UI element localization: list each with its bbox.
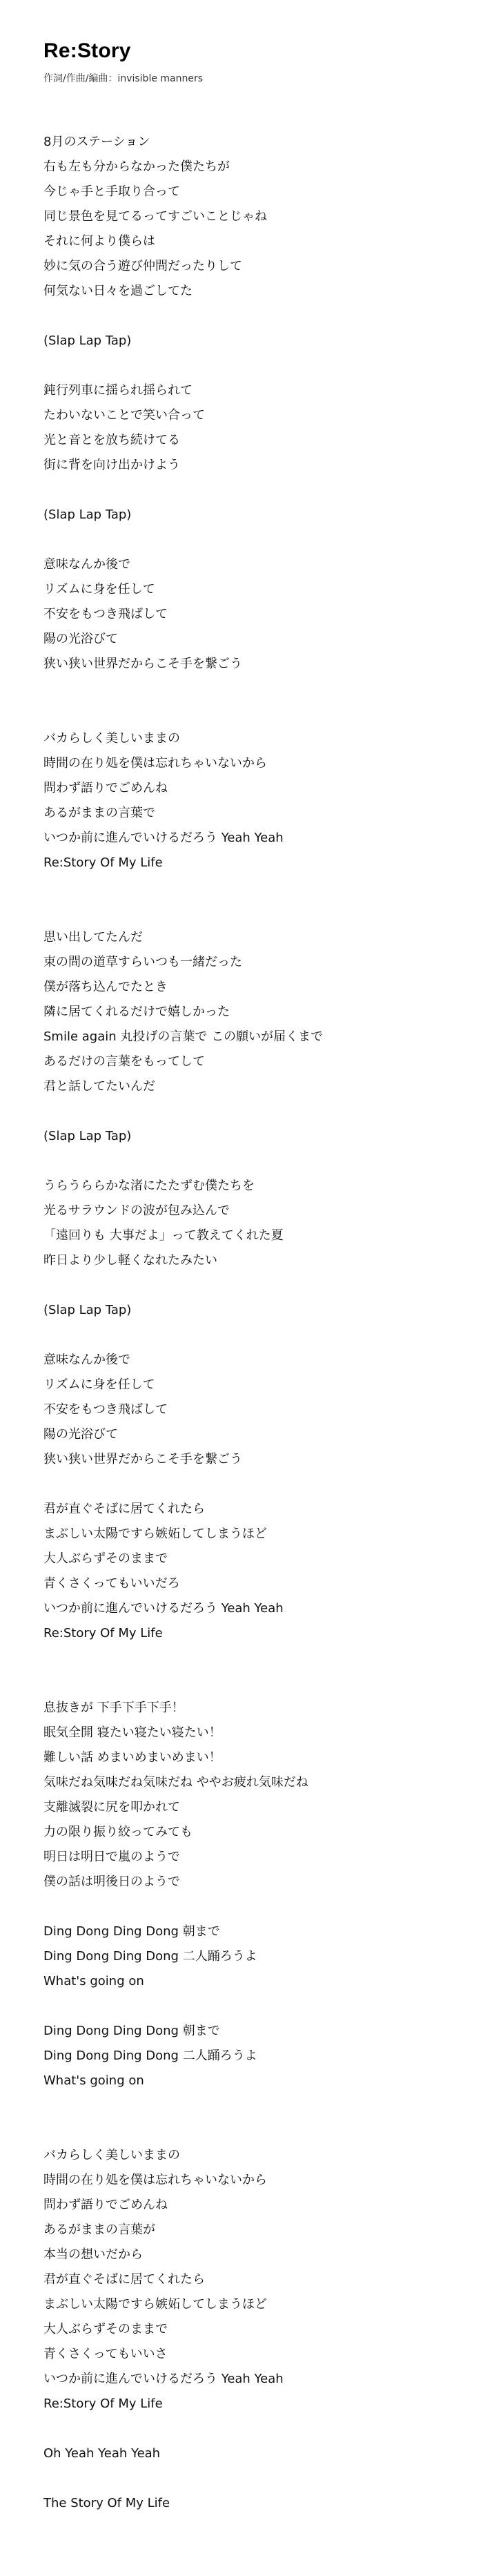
lyric-line: (Slap Lap Tap) xyxy=(43,1303,132,1317)
section-spacer xyxy=(43,677,457,726)
lyric-line: いつか前に進んでいけるだろう Yeah Yeah xyxy=(43,831,284,845)
lyric-line: 陽の光浴びて xyxy=(43,632,118,646)
lyric-line: 今じゃ手と手取り合って xyxy=(43,184,180,199)
stanza-spacer xyxy=(43,1149,457,1174)
stanza-spacer xyxy=(43,478,457,503)
lyric-line: 君が直ぐそばに居てくれたら xyxy=(43,1502,205,1516)
stanza-spacer xyxy=(43,2466,457,2491)
lyrics-stanza xyxy=(43,2143,457,2417)
lyric-line: 本当の想いだから xyxy=(43,2247,143,2262)
lyric-line: (Slap Lap Tap) xyxy=(43,507,132,522)
lyric-line: 時間の在り処を僕は忘れちゃいないから xyxy=(43,2173,267,2187)
lyric-line: いつか前に進んでいけるだろう Yeah Yeah xyxy=(43,1601,284,1616)
lyric-line: 同じ景色を見てるってすごいことじゃね xyxy=(43,209,267,224)
lyric-line: 大人ぶらずそのままで xyxy=(43,2322,168,2336)
lyric-line: あるがままの言葉で xyxy=(43,806,155,820)
song-credits: 作詞/作曲/編曲：invisible manners xyxy=(43,73,204,84)
lyric-line: まぶしい太陽ですら嫉妬してしまうほど xyxy=(43,1527,267,1541)
lyrics-stanza xyxy=(43,503,457,527)
lyric-line: 光るサラウンドの波が包み込んで xyxy=(43,1203,230,1218)
stanza-spacer xyxy=(43,1099,457,1124)
lyric-line: (Slap Lap Tap) xyxy=(43,333,132,348)
lyric-line: バカらしく美しいままの xyxy=(43,2148,180,2162)
section-spacer xyxy=(43,875,457,925)
lyrics-stanza xyxy=(43,1174,457,1273)
lyrics-stanza xyxy=(43,1497,457,1646)
lyric-line: 「遠回りも 大事だよ」って教えてくれた夏 xyxy=(43,1228,284,1243)
section-spacer xyxy=(43,2093,457,2143)
lyric-line: Smile again 丸投げの言葉で この願いが届くまで xyxy=(43,1029,324,1044)
lyrics-stanza xyxy=(43,2491,457,2516)
lyric-line: あるだけの言葉をもってして xyxy=(43,1054,205,1069)
lyric-line: うらうららかな渚にたたずむ僕たちを xyxy=(43,1179,255,1193)
lyrics-stanza xyxy=(43,1919,457,1994)
lyrics-stanza xyxy=(43,1298,457,1323)
stanza-spacer xyxy=(43,1323,457,1348)
lyric-line: 隣に居てくれるだけで嬉しかった xyxy=(43,1005,230,1019)
stanza-spacer xyxy=(43,1895,457,1919)
section-spacer xyxy=(43,1646,457,1696)
lyric-line: 束の間の道草すらいつも一緒だった xyxy=(43,955,242,969)
stanza-spacer xyxy=(43,2417,457,2441)
lyric-line: リズムに身を任して xyxy=(43,1377,155,1392)
lyric-line: 狭い狭い世界だからこそ手を繋ごう xyxy=(43,1452,242,1466)
lyric-line: 意味なんか後で xyxy=(43,1353,130,1367)
lyric-line: 力の限り振り絞ってみても xyxy=(43,1825,193,1839)
lyric-line: 昨日より少し軽くなれたみたい xyxy=(43,1253,217,1268)
lyric-line: Re:Story Of My Life xyxy=(43,1626,163,1640)
lyric-line: 街に背を向け出かけよう xyxy=(43,458,180,472)
stanza-spacer xyxy=(43,354,457,378)
lyrics-stanza xyxy=(43,2019,457,2093)
lyric-line: 何気ない日々を過ごしてた xyxy=(43,284,193,298)
lyric-line: 支離滅裂に尻を叩かれて xyxy=(43,1800,180,1814)
lyric-line: 時間の在り処を僕は忘れちゃいないから xyxy=(43,756,267,771)
lyric-line: 不安をもつき飛ばして xyxy=(43,1402,168,1417)
lyric-line: バカらしく美しいままの xyxy=(43,731,180,746)
lyric-line: 眠気全開 寝たい寝たい寝たい！ xyxy=(43,1725,221,1740)
lyrics-body xyxy=(43,130,457,2516)
lyric-line: 鈍行列車に揺られ揺られて xyxy=(43,383,193,398)
lyric-line: 問わず語りでごめんね xyxy=(43,781,168,795)
lyric-line: 8月のステーション xyxy=(43,135,150,149)
lyric-line: Oh Yeah Yeah Yeah xyxy=(43,2446,161,2461)
lyrics-stanza xyxy=(43,378,457,478)
lyric-line: 狭い狭い世界だからこそ手を繋ごう xyxy=(43,657,242,671)
lyric-line: 明日は明日で嵐のようで xyxy=(43,1850,180,1864)
lyric-line: リズムに身を任して xyxy=(43,582,155,597)
lyrics-stanza xyxy=(43,2441,457,2466)
lyric-line: 気味だね気味だね気味だね ややお疲れ気味だね xyxy=(43,1775,308,1790)
lyric-line: 不安をもつき飛ばして xyxy=(43,607,168,621)
lyric-line: What's going on xyxy=(43,1974,144,1988)
lyric-line: 青くさくってもいいだろ xyxy=(43,1576,180,1591)
stanza-spacer xyxy=(43,1994,457,2019)
lyrics-stanza xyxy=(43,130,457,304)
lyric-line: 難しい話 めまいめまいめまい！ xyxy=(43,1750,221,1765)
lyric-line: 僕の話は明後日のようで xyxy=(43,1875,180,1889)
lyrics-stanza xyxy=(43,1348,457,1472)
lyric-line: 君が直ぐそばに居てくれたら xyxy=(43,2272,205,2287)
lyric-line: The Story Of My Life xyxy=(43,2496,170,2510)
stanza-spacer xyxy=(43,527,457,552)
lyric-line: What's going on xyxy=(43,2073,144,2088)
lyric-line: 僕が落ち込んでたとき xyxy=(43,980,168,994)
lyrics-stanza xyxy=(43,1124,457,1149)
lyric-line: 君と話してたいんだ xyxy=(43,1079,155,1094)
lyrics-stanza xyxy=(43,925,457,1099)
lyric-line: いつか前に進んでいけるだろう Yeah Yeah xyxy=(43,2372,284,2386)
lyric-line: 大人ぶらずそのままで xyxy=(43,1551,168,1566)
lyrics-stanza xyxy=(43,329,457,354)
song-title: Re:Story xyxy=(43,39,131,62)
lyric-line: 陽の光浴びて xyxy=(43,1427,118,1442)
lyric-line: まぶしい太陽ですら嫉妬してしまうほど xyxy=(43,2297,267,2312)
lyric-line: 意味なんか後で xyxy=(43,557,130,572)
stanza-spacer xyxy=(43,1472,457,1497)
lyrics-stanza xyxy=(43,726,457,875)
lyric-line: Re:Story Of My Life xyxy=(43,2396,163,2411)
lyric-line: 青くさくってもいいさ xyxy=(43,2347,168,2361)
lyrics-stanza xyxy=(43,552,457,677)
lyric-line: それに何より僕らは xyxy=(43,234,155,249)
lyric-line: Ding Dong Ding Dong 朝まで xyxy=(43,2024,220,2038)
lyric-line: 妙に気の合う遊び仲間だったりして xyxy=(43,259,242,273)
lyric-line: 息抜きが 下手下手下手！ xyxy=(43,1701,184,1715)
lyric-line: Ding Dong Ding Dong 二人踊ろうよ xyxy=(43,1949,257,1964)
lyric-line: 右も左も分からなかった僕たちが xyxy=(43,159,230,174)
lyric-line: Re:Story Of My Life xyxy=(43,855,163,870)
stanza-spacer xyxy=(43,1273,457,1298)
lyrics-stanza xyxy=(43,1696,457,1895)
lyric-line: 思い出してたんだ xyxy=(43,930,143,945)
lyric-line: 光と音とを放ち続けてる xyxy=(43,433,180,447)
lyric-line: (Slap Lap Tap) xyxy=(43,1129,132,1143)
lyric-line: 問わず語りでごめんね xyxy=(43,2198,168,2212)
lyric-line: Ding Dong Ding Dong 二人踊ろうよ xyxy=(43,2049,257,2063)
stanza-spacer xyxy=(43,304,457,329)
lyric-line: たわいないことで笑い合って xyxy=(43,408,205,423)
lyric-line: あるがままの言葉が xyxy=(43,2222,155,2237)
lyric-line: Ding Dong Ding Dong 朝まで xyxy=(43,1924,220,1939)
